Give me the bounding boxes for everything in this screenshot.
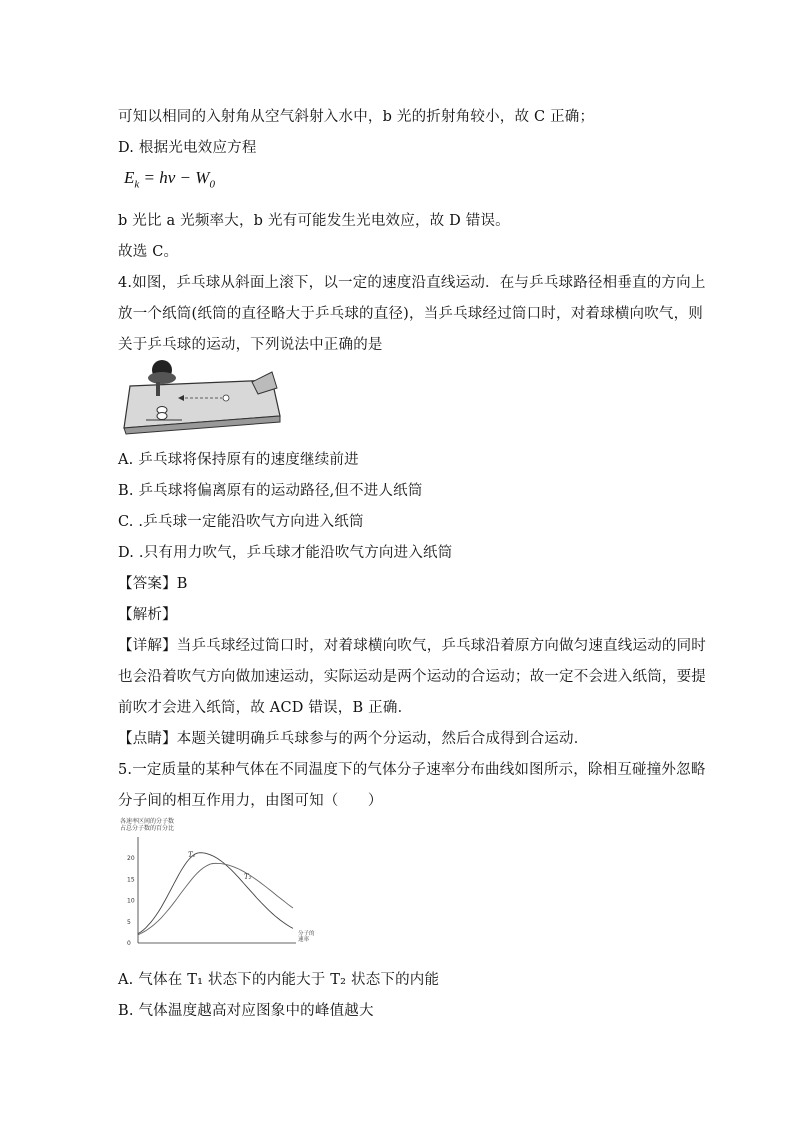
answer-label: 【答案】B — [118, 576, 188, 592]
question-4-line: 关于乒乓球的运动，下列说法中正确的是 — [118, 337, 383, 353]
q5-option-a: A. 气体在 T₁ 状态下的内能大于 T₂ 状态下的内能 — [118, 972, 440, 988]
key-point-line: 【点睛】本题关键明确乒乓球参与的两个分运动，然后合成得到合运动． — [118, 731, 589, 747]
label-t1: T₁ — [188, 851, 196, 859]
detail-line: 前吹才会进入纸筒，故 ACD 错误，B 正确． — [118, 700, 413, 716]
question-5-line: 分子间的相互作用力，由图可知（ ） — [118, 793, 383, 809]
text-line: b 光比 a 光频率大，b 光有可能发生光电效应，故 D 错误。 — [118, 213, 510, 229]
q5-option-b: B. 气体温度越高对应图象中的峰值越大 — [118, 1003, 374, 1019]
y-tick-label: 10 — [127, 897, 135, 905]
curve-t2 — [138, 863, 293, 935]
question-4-line: 放一个纸筒(纸筒的直径略大于乒乓球的直径)，当乒乓球经过筒口时，对着球横向吹气，则 — [118, 306, 704, 322]
detail-line: 【详解】当乒乓球经过筒口时，对着球横向吹气，乒乓球沿着原方向做匀速直线运动的同时 — [118, 638, 706, 654]
option-d: D. .只有用力吹气，乒乓球才能沿吹气方向进入纸筒 — [118, 545, 453, 561]
chart-ylabel: 各速率区间的分子数 占总分子数的百分比 — [120, 818, 175, 832]
label-t2: T₂ — [244, 873, 252, 881]
option-a: A. 乒乓球将保持原有的速度继续前进 — [118, 452, 359, 468]
y-tick-label: 5 — [127, 918, 131, 926]
option-b: B. 乒乓球将偏离原有的运动路径,但不进人纸筒 — [118, 483, 423, 499]
curve-t1 — [138, 853, 293, 934]
text-line: 可知以相同的入射角从空气斜射入水中，b 光的折射角较小，故 C 正确； — [118, 109, 595, 125]
analysis-label: 【解析】 — [118, 607, 177, 623]
text-line: 故选 C。 — [118, 244, 179, 260]
option-c: C. .乒乓球一定能沿吹气方向进入纸筒 — [118, 514, 364, 530]
speed-distribution-chart — [118, 815, 318, 955]
pingpong-figure — [122, 358, 282, 436]
photoelectric-equation: $E_k = h\nu - W_0$ — [124, 168, 215, 191]
y-tick-label: 0 — [127, 940, 131, 947]
chart-xlabel: 分子的 速率 — [298, 931, 315, 943]
y-tick-label: 15 — [127, 876, 135, 884]
question-4-line: 4.如图，乒乓球从斜面上滚下，以一定的速度沿直线运动．在与乒乓球路径相垂直的方向上 — [118, 275, 706, 291]
detail-line: 也会沿着吹气方向做加速运动，实际运动是两个运动的合运动；故一定不会进入纸筒，要提 — [118, 669, 706, 685]
question-5-line: 5.一定质量的某种气体在不同温度下的气体分子速率分布曲线如图所示，除相互碰撞外忽略 — [118, 762, 706, 778]
y-tick-label: 20 — [127, 855, 135, 863]
text-line: D. 根据光电效应方程 — [118, 140, 257, 156]
